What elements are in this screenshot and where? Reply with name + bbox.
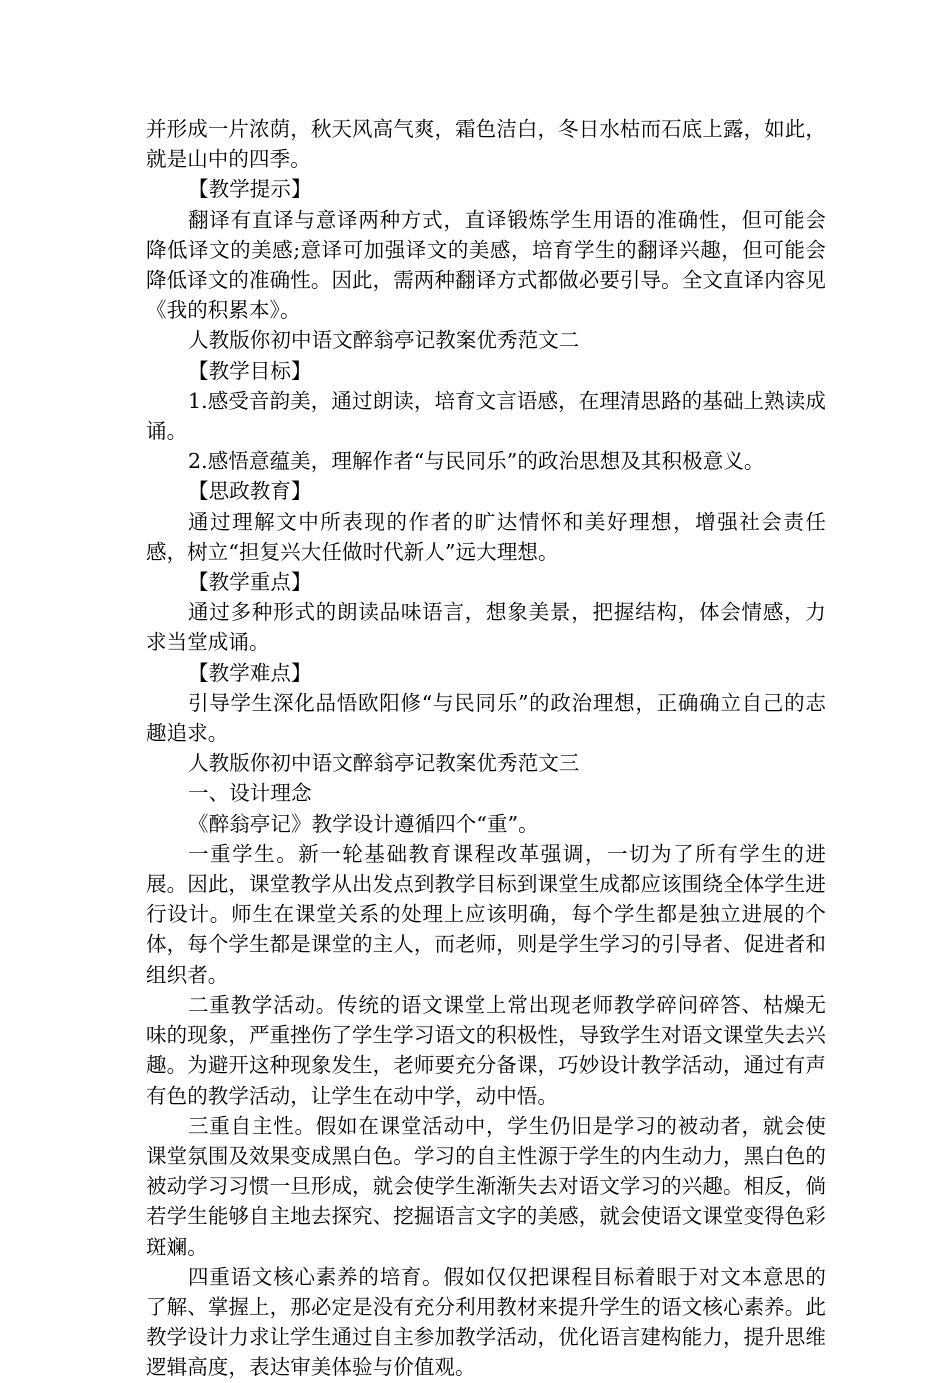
heading-teaching-tips: 【教学提示】 (188, 177, 312, 202)
heading-design-concept: 一、设计理念 (188, 781, 312, 806)
paragraph-continuation: 并形成一片浓荫，秋天风高气爽，霜色洁白，冬日水枯而石底上露，如此，就是山中的四季。 (146, 117, 826, 172)
paragraph-emphasis-activities: 二重教学活动。传统的语文课堂上常出现老师教学碎问碎答、枯燥无味的现象，严重挫伤了学生学习语文的积极性，导致学生对语文课堂失去兴趣。为避开这种现象发生，老师要充分备课，巧妙设计教学活动，通过有声有色的教学活动，让学生在动中学，动中悟。 (146, 992, 826, 1108)
paragraph-four-emphases: 《醉翁亭记》教学设计遵循四个“重”。 (188, 811, 539, 836)
paragraph-goal-two: 2.感悟意蕴美，理解作者“与民同乐”的政治思想及其积极意义。 (188, 449, 765, 474)
heading-teaching-goals: 【教学目标】 (188, 358, 312, 383)
paragraph-teaching-focus: 通过多种形式的朗读品味语言，想象美景，把握结构，体会情感，力求当堂成诵。 (146, 600, 826, 655)
section-title-sample-two: 人教版你初中语文醉翁亭记教案优秀范文二 (188, 328, 580, 353)
paragraph-emphasis-autonomy: 三重自主性。假如在课堂活动中，学生仍旧是学习的被动者，就会使课堂氛围及效果变成黑白色。学习的自主性源于学生的内生动力，黑白色的被动学习习惯一旦形成，就会使学生渐渐失去对语文学习的兴趣。相反，倘若学生能够自主地去探究、挖掘语言文字的美感，就会使语文课堂变得色彩斑斓。 (146, 1113, 826, 1259)
heading-teaching-difficulty: 【教学难点】 (188, 660, 312, 685)
paragraph-emphasis-students: 一重学生。新一轮基础教育课程改革强调，一切为了所有学生的进展。因此，课堂教学从出发点到教学目标到课堂生成都应该围绕全体学生进行设计。师生在课堂关系的处理上应该明确，每个学生都是独立进展的个体，每个学生都是课堂的主人，而老师，则是学生学习的引导者、促进者和组织者。 (146, 841, 826, 987)
paragraph-goal-one: 1.感受音韵美，通过朗读，培育文言语感，在理清思路的基础上熟读成诵。 (146, 388, 826, 444)
section-title-sample-three: 人教版你初中语文醉翁亭记教案优秀范文三 (188, 751, 580, 776)
paragraph-emphasis-literacy: 四重语文核心素养的培育。假如仅仅把课程目标着眼于对文本意思的了解、掌握上，那必定是没有充分利用教材来提升学生的语文核心素养。此教学设计力求让学生通过自主参加教学活动，优化语言建构能力，提升思维逻辑高度，表达审美体验与价值观。 (146, 1264, 826, 1380)
document-body (146, 114, 826, 1383)
paragraph-ideological-education: 通过理解文中所表现的作者的旷达情怀和美好理想，增强社会责任感，树立“担复兴大任做时代新人”远大理想。 (146, 509, 826, 564)
heading-ideological-education: 【思政教育】 (188, 479, 312, 504)
paragraph-translation-tips: 翻译有直译与意译两种方式，直译锻炼学生用语的准确性，但可能会降低译文的美感;意译可加强译文的美感，培育学生的翻译兴趣，但可能会降低译文的准确性。因此，需两种翻译方式都做必要引导。全文直译内容见《我的积累本》。 (146, 207, 826, 323)
paragraph-teaching-difficulty: 引导学生深化品悟欧阳修“与民同乐”的政治理想，正确确立自己的志趣追求。 (146, 690, 826, 746)
heading-teaching-focus: 【教学重点】 (188, 570, 312, 595)
